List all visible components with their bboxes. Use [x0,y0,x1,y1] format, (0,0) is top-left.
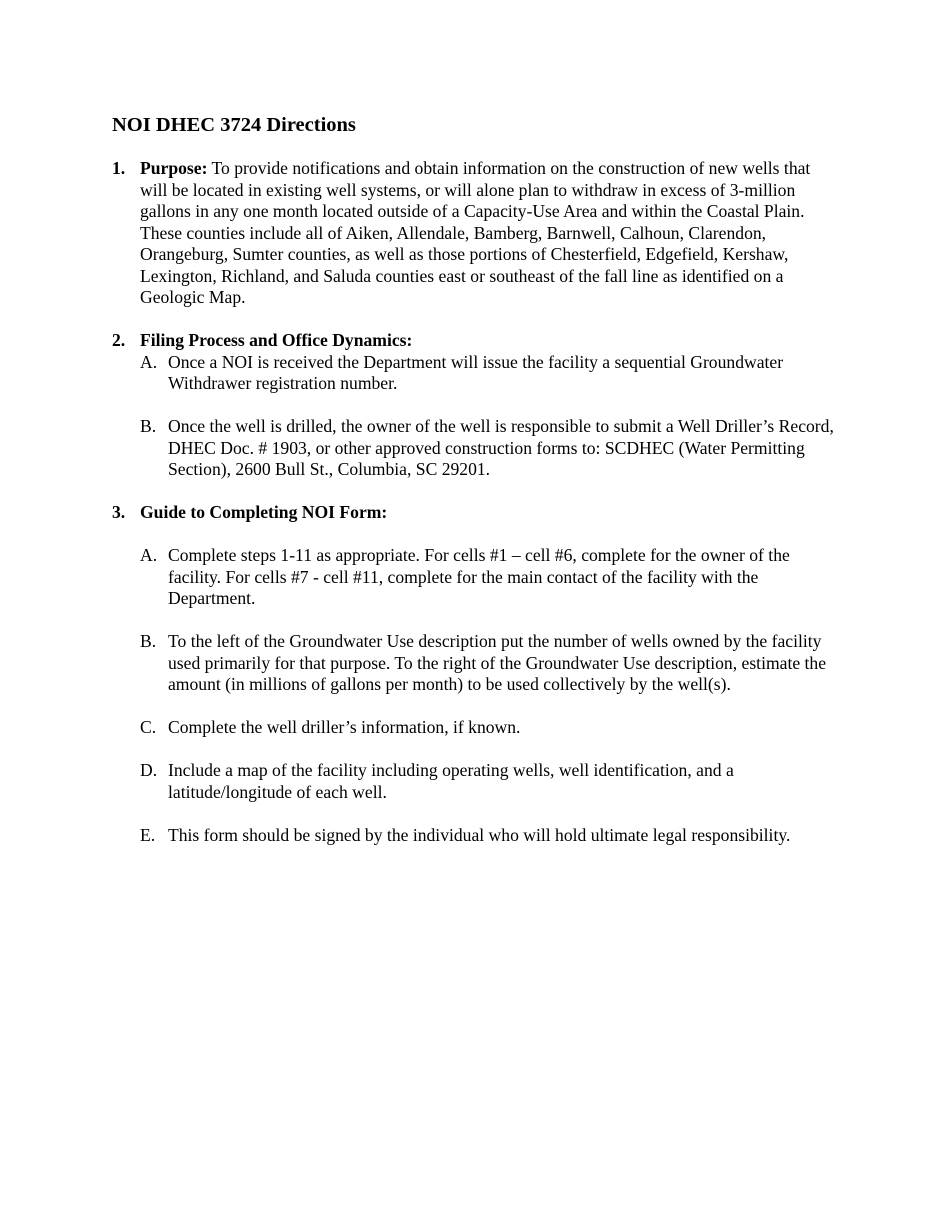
section-filing-process [112,330,842,481]
list-item-letter: D. [140,760,158,780]
list-item [140,416,842,481]
list-item-text: Once a NOI is received the Department will issue the facility a sequential Groundwater Withdrawer registration number. [168,351,784,393]
list-item-letter: A. [140,351,158,372]
section-purpose [112,158,842,309]
section-number: 2. [112,330,126,350]
section-heading: Purpose: [140,158,208,178]
list-item-text: Once the well is drilled, the owner of the well is responsible to submit a Well Driller’s Record, DHEC Doc. # 1903, or other approved construction forms to: SCDHEC (Water Permitting Section), 2600 Bull St., Columbia, SC 29201. [168,416,834,479]
list-item-letter: A. [140,545,158,565]
document-page [112,112,842,868]
section-body [140,158,842,309]
page-title: NOI DHEC 3724 Directions [112,114,356,136]
section-number: 3. [112,502,126,522]
list-item [140,825,842,847]
list-item-letter: E. [140,824,156,845]
list-item-text: Complete steps 1-11 as appropriate. For cells #1 – cell #6, complete for the owner of the facility. For cells #7 - cell #11, complete for the main contact of the facility with the Department. [168,545,790,608]
list-item [140,352,842,395]
list-item-letter: C. [140,717,157,737]
section-heading: Filing Process and Office Dynamics: [140,330,413,350]
list-item-text: Include a map of the facility including operating wells, well identification, and a latitude/longitude of each well. [168,760,734,802]
list-item-letter: B. [140,416,157,436]
section-heading: Guide to Completing NOI Form: [140,502,388,522]
list-item-text: To the left of the Groundwater Use description put the number of wells owned by the facility used primarily for that purpose. To the right of the Groundwater Use description, estimate the amount (in millions of gallons per month) to be used collectively by the well(s). [168,631,827,694]
section-text: To provide notifications and obtain information on the construction of new wells that will be located in existing well systems, or will alone plan to withdraw in excess of 3-million gallons in any one month located outside of a Capacity-Use Area and within the Coastal Plain. These counties include all of Aiken, Allendale, Bamberg, Barnwell, Calhoun, Clarendon, Orangeburg, Sumter counties, as well as those portions of Chesterfield, Edgefield, Kershaw, Lexington, Richland, and Saluda counties east or southeast of the fall line as identified on a Geologic Map. [140,158,811,307]
section-guide [112,502,842,846]
list-item-text: Complete the well driller’s information, if known. [168,717,521,737]
list-item-letter: B. [140,631,157,651]
list-item [140,631,842,696]
list-item [140,760,842,803]
list-item [140,717,842,739]
section-number: 1. [112,158,126,178]
list-item [140,545,842,610]
list-item-text: This form should be signed by the individual who will hold ultimate legal responsibility. [168,824,791,845]
